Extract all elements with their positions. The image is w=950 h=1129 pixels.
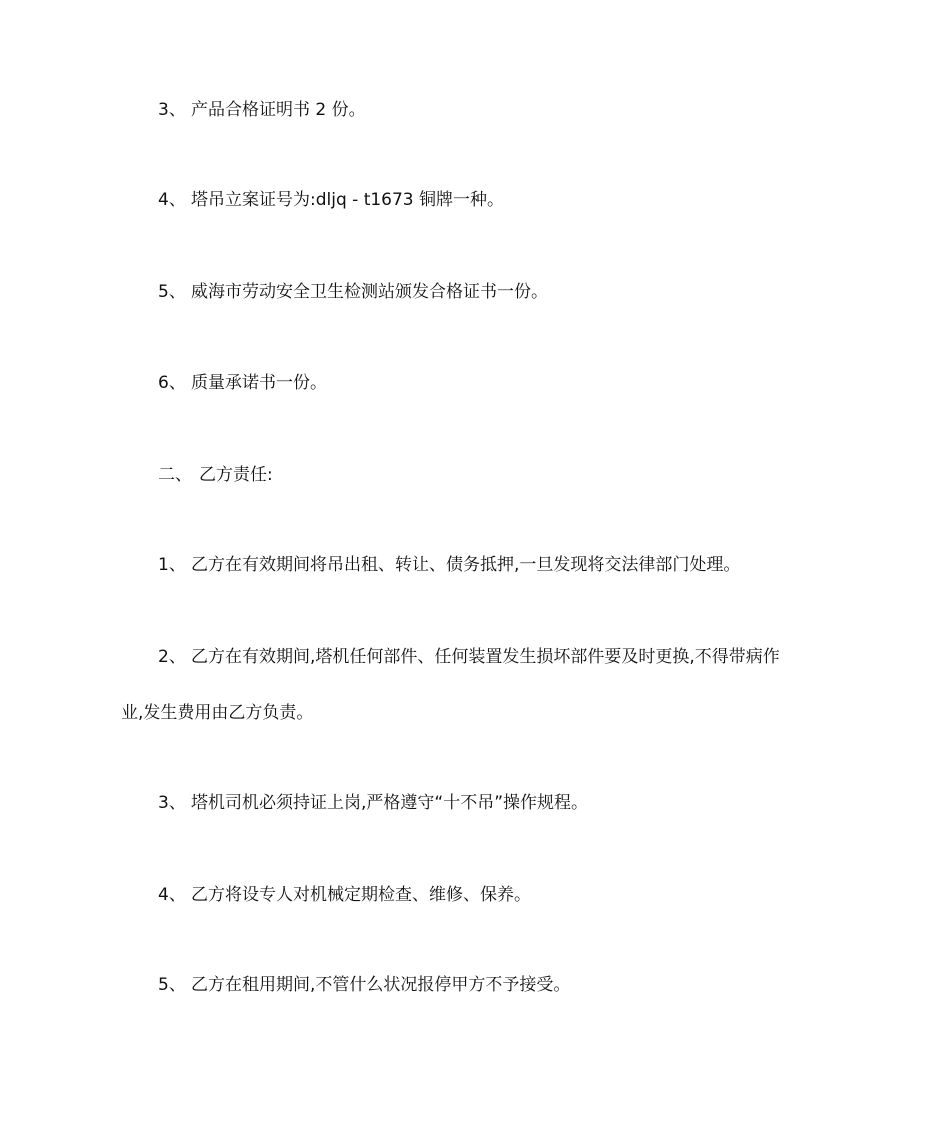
paragraph-text: 塔机司机必须持证上岗,严格遵守“十不吊”操作规程。	[191, 793, 589, 813]
section-number: 二、	[158, 465, 192, 485]
paragraph-number: 4、	[158, 885, 186, 905]
paragraph-number: 5、	[158, 282, 186, 302]
paragraph-text: 乙方在有效期间将吊出租、转让、债务抵押,一旦发现将交法律部门处理。	[191, 555, 741, 575]
paragraph-number: 1、	[158, 555, 186, 575]
paragraph-text: 威海市劳动安全卫生检测站颁发合格证书一份。	[191, 282, 548, 302]
paragraph-text: 质量承诺书一份。	[191, 373, 327, 393]
paragraph-number: 3、	[158, 100, 186, 120]
paragraph-number: 2、	[158, 647, 186, 667]
paragraph-text: 乙方在租用期间,不管什么状况报停甲方不予接受。	[191, 975, 571, 995]
paragraph-continuation-text: 业,发生费用由乙方负责。	[121, 703, 314, 723]
paragraph-number: 6、	[158, 373, 186, 393]
paragraph-text: 产品合格证明书 2 份。	[191, 100, 366, 120]
section-title: 乙方责任:	[199, 465, 273, 485]
paragraph-text: 塔吊立案证号为:dljq - t1673 铜牌一种。	[191, 190, 505, 210]
paragraph-number: 4、	[158, 190, 186, 210]
paragraph-text: 乙方在有效期间,塔机任何部件、任何装置发生损坏部件要及时更换,不得带病作	[191, 647, 780, 667]
paragraph-text: 乙方将设专人对机械定期检查、维修、保养。	[191, 885, 531, 905]
paragraph-number: 5、	[158, 975, 186, 995]
paragraph-number: 3、	[158, 793, 186, 813]
